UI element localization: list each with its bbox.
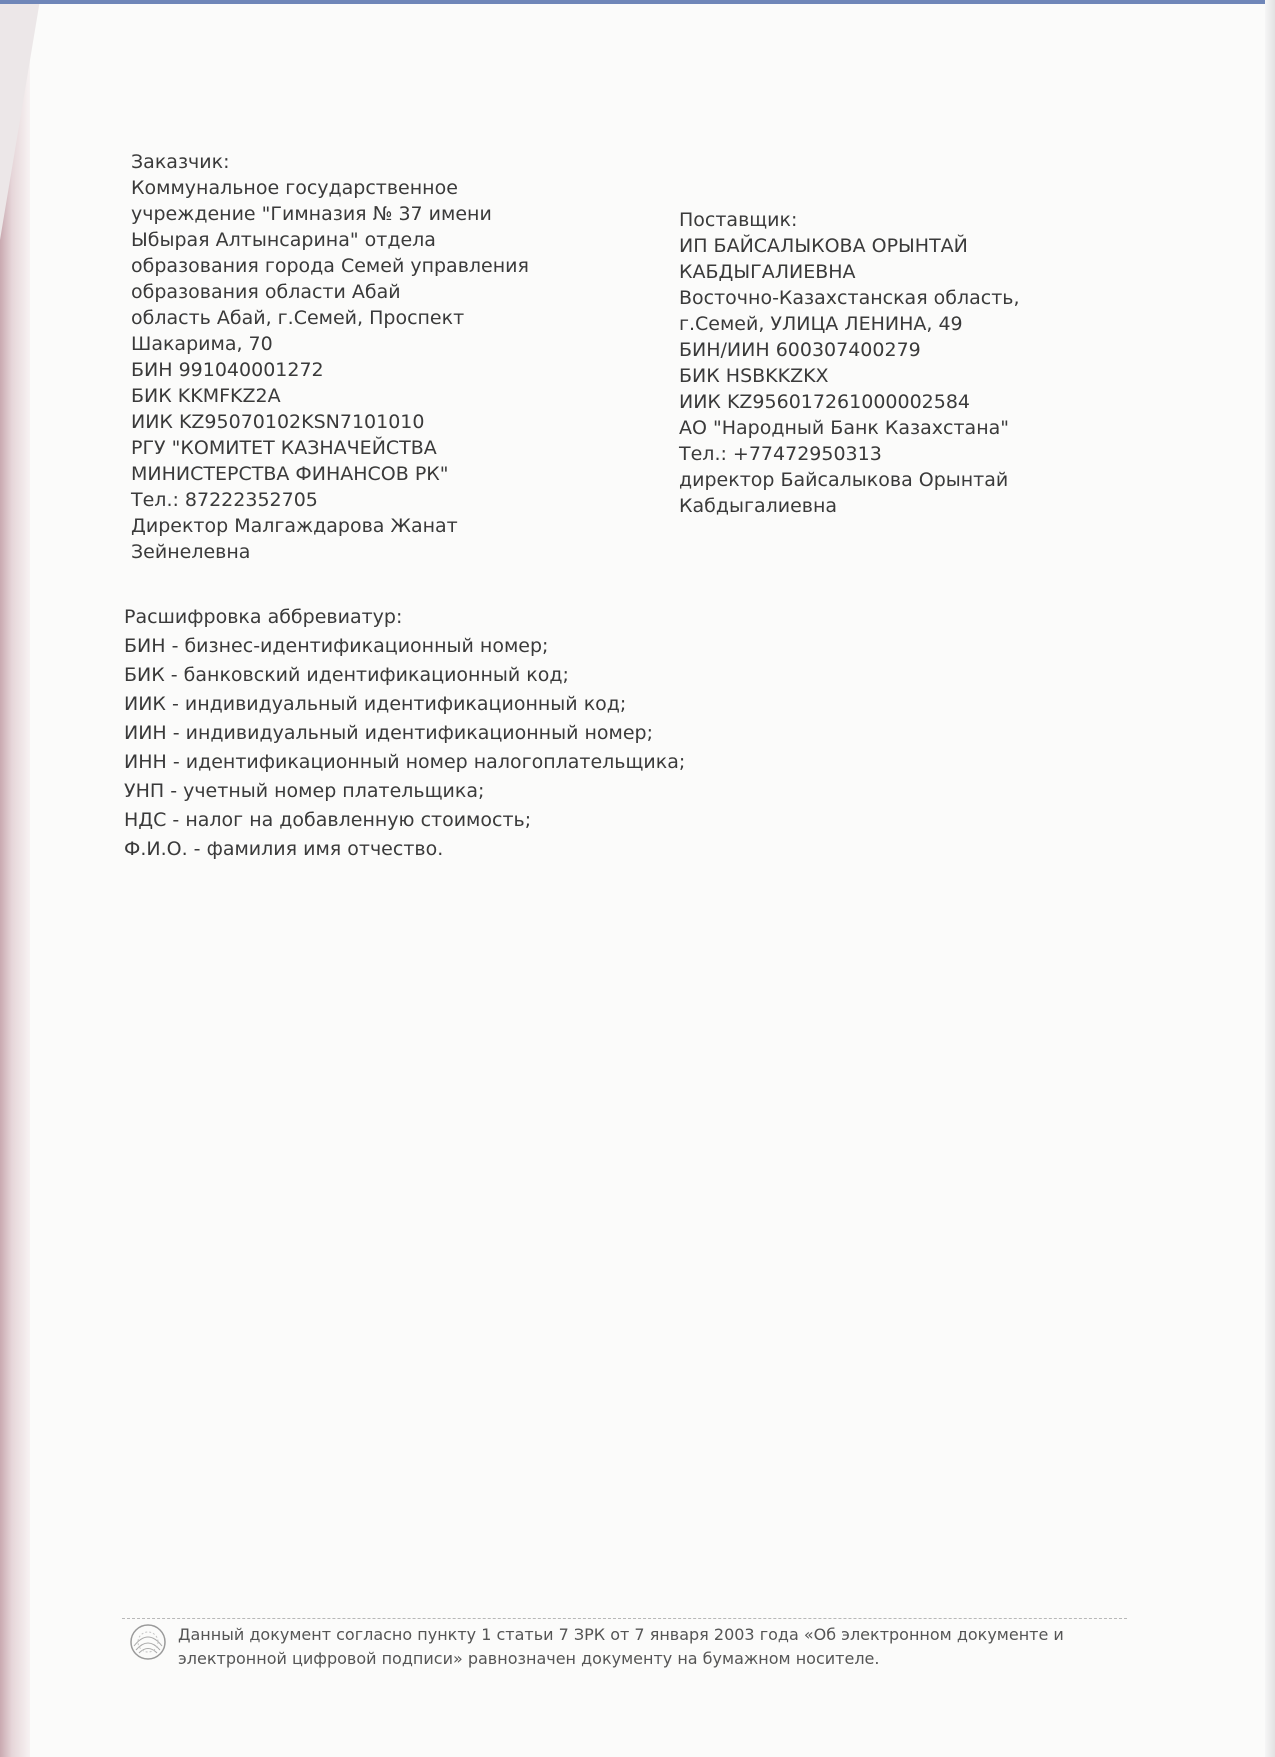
customer-director: Директор Малгаждарова Жанат	[131, 515, 458, 537]
customer-bik: БИК KKMFKZ2A	[131, 385, 281, 407]
supplier-bik: БИК HSBKKZKX	[679, 365, 829, 387]
footer-divider	[122, 1618, 1127, 1619]
supplier-address: г.Семей, УЛИЦА ЛЕНИНА, 49	[679, 313, 963, 335]
abbreviation-item: ИИН - индивидуальный идентификационный номер;	[124, 722, 654, 744]
abbreviation-item: ИИК - индивидуальный идентификационный код;	[124, 693, 627, 715]
supplier-name: ИП БАЙСАЛЫКОВА ОРЫНТАЙ	[679, 235, 968, 257]
supplier-heading: Поставщик:	[679, 209, 798, 231]
supplier-phone: Тел.: +77472950313	[679, 443, 882, 465]
customer-bin: БИН 991040001272	[131, 359, 324, 381]
customer-details	[131, 149, 529, 565]
supplier-iik: ИИК KZ956017261000002584	[679, 391, 971, 413]
customer-line: Шакарима, 70	[131, 333, 273, 355]
page-fold-shadow	[0, 0, 40, 240]
supplier-details	[679, 207, 1020, 519]
abbreviation-item: БИК - банковский идентификационный код;	[124, 664, 569, 686]
supplier-bank: АО "Народный Банк Казахстана"	[679, 417, 1009, 439]
customer-line: область Абай, г.Семей, Проспект	[131, 307, 465, 329]
abbreviation-item: Ф.И.О. - фамилия имя отчество.	[124, 838, 444, 860]
footer-notice-line: электронной цифровой подписи» равнозначен документу на бумажном носителе.	[178, 1649, 880, 1668]
supplier-bin: БИН/ИИН 600307400279	[679, 339, 921, 361]
customer-heading: Заказчик:	[131, 151, 230, 173]
supplier-address: Восточно-Казахстанская область,	[679, 287, 1020, 309]
abbreviations-list	[124, 603, 685, 864]
footer-notice	[178, 1623, 1064, 1671]
abbreviation-item: БИН - бизнес-идентификационный номер;	[124, 635, 549, 657]
scan-edge-top	[0, 0, 1275, 4]
scan-edge-left	[0, 0, 30, 1757]
footer-notice-line: Данный документ согласно пункту 1 статьи 7 ЗРК от 7 января 2003 года «Об электронном документе и	[178, 1625, 1064, 1644]
abbreviation-item: УНП - учетный номер плательщика;	[124, 780, 485, 802]
supplier-name: КАБДЫГАЛИЕВНА	[679, 261, 856, 283]
abbreviations-heading: Расшифровка аббревиатур:	[124, 606, 403, 628]
customer-phone: Тел.: 87222352705	[131, 489, 318, 511]
customer-director: Зейнелевна	[131, 541, 251, 563]
customer-line: образования области Абай	[131, 281, 401, 303]
customer-line: РГУ "КОМИТЕТ КАЗНАЧЕЙСТВА	[131, 437, 437, 459]
egov-seal-icon	[128, 1622, 168, 1662]
customer-line: учреждение "Гимназия № 37 имени	[131, 203, 492, 225]
abbreviation-item: НДС - налог на добавленную стоимость;	[124, 809, 532, 831]
scan-edge-right	[1265, 0, 1275, 1757]
customer-line: МИНИСТЕРСТВА ФИНАНСОВ РК"	[131, 463, 449, 485]
supplier-director: Кабдыгалиевна	[679, 495, 838, 517]
customer-line: Коммунальное государственное	[131, 177, 458, 199]
supplier-director: директор Байсалыкова Орынтай	[679, 469, 1009, 491]
customer-line: образования города Семей управления	[131, 255, 529, 277]
customer-iik: ИИК KZ95070102KSN7101010	[131, 411, 425, 433]
abbreviation-item: ИНН - идентификационный номер налогоплательщика;	[124, 751, 686, 773]
customer-line: Ыбырая Алтынсарина" отдела	[131, 229, 436, 251]
